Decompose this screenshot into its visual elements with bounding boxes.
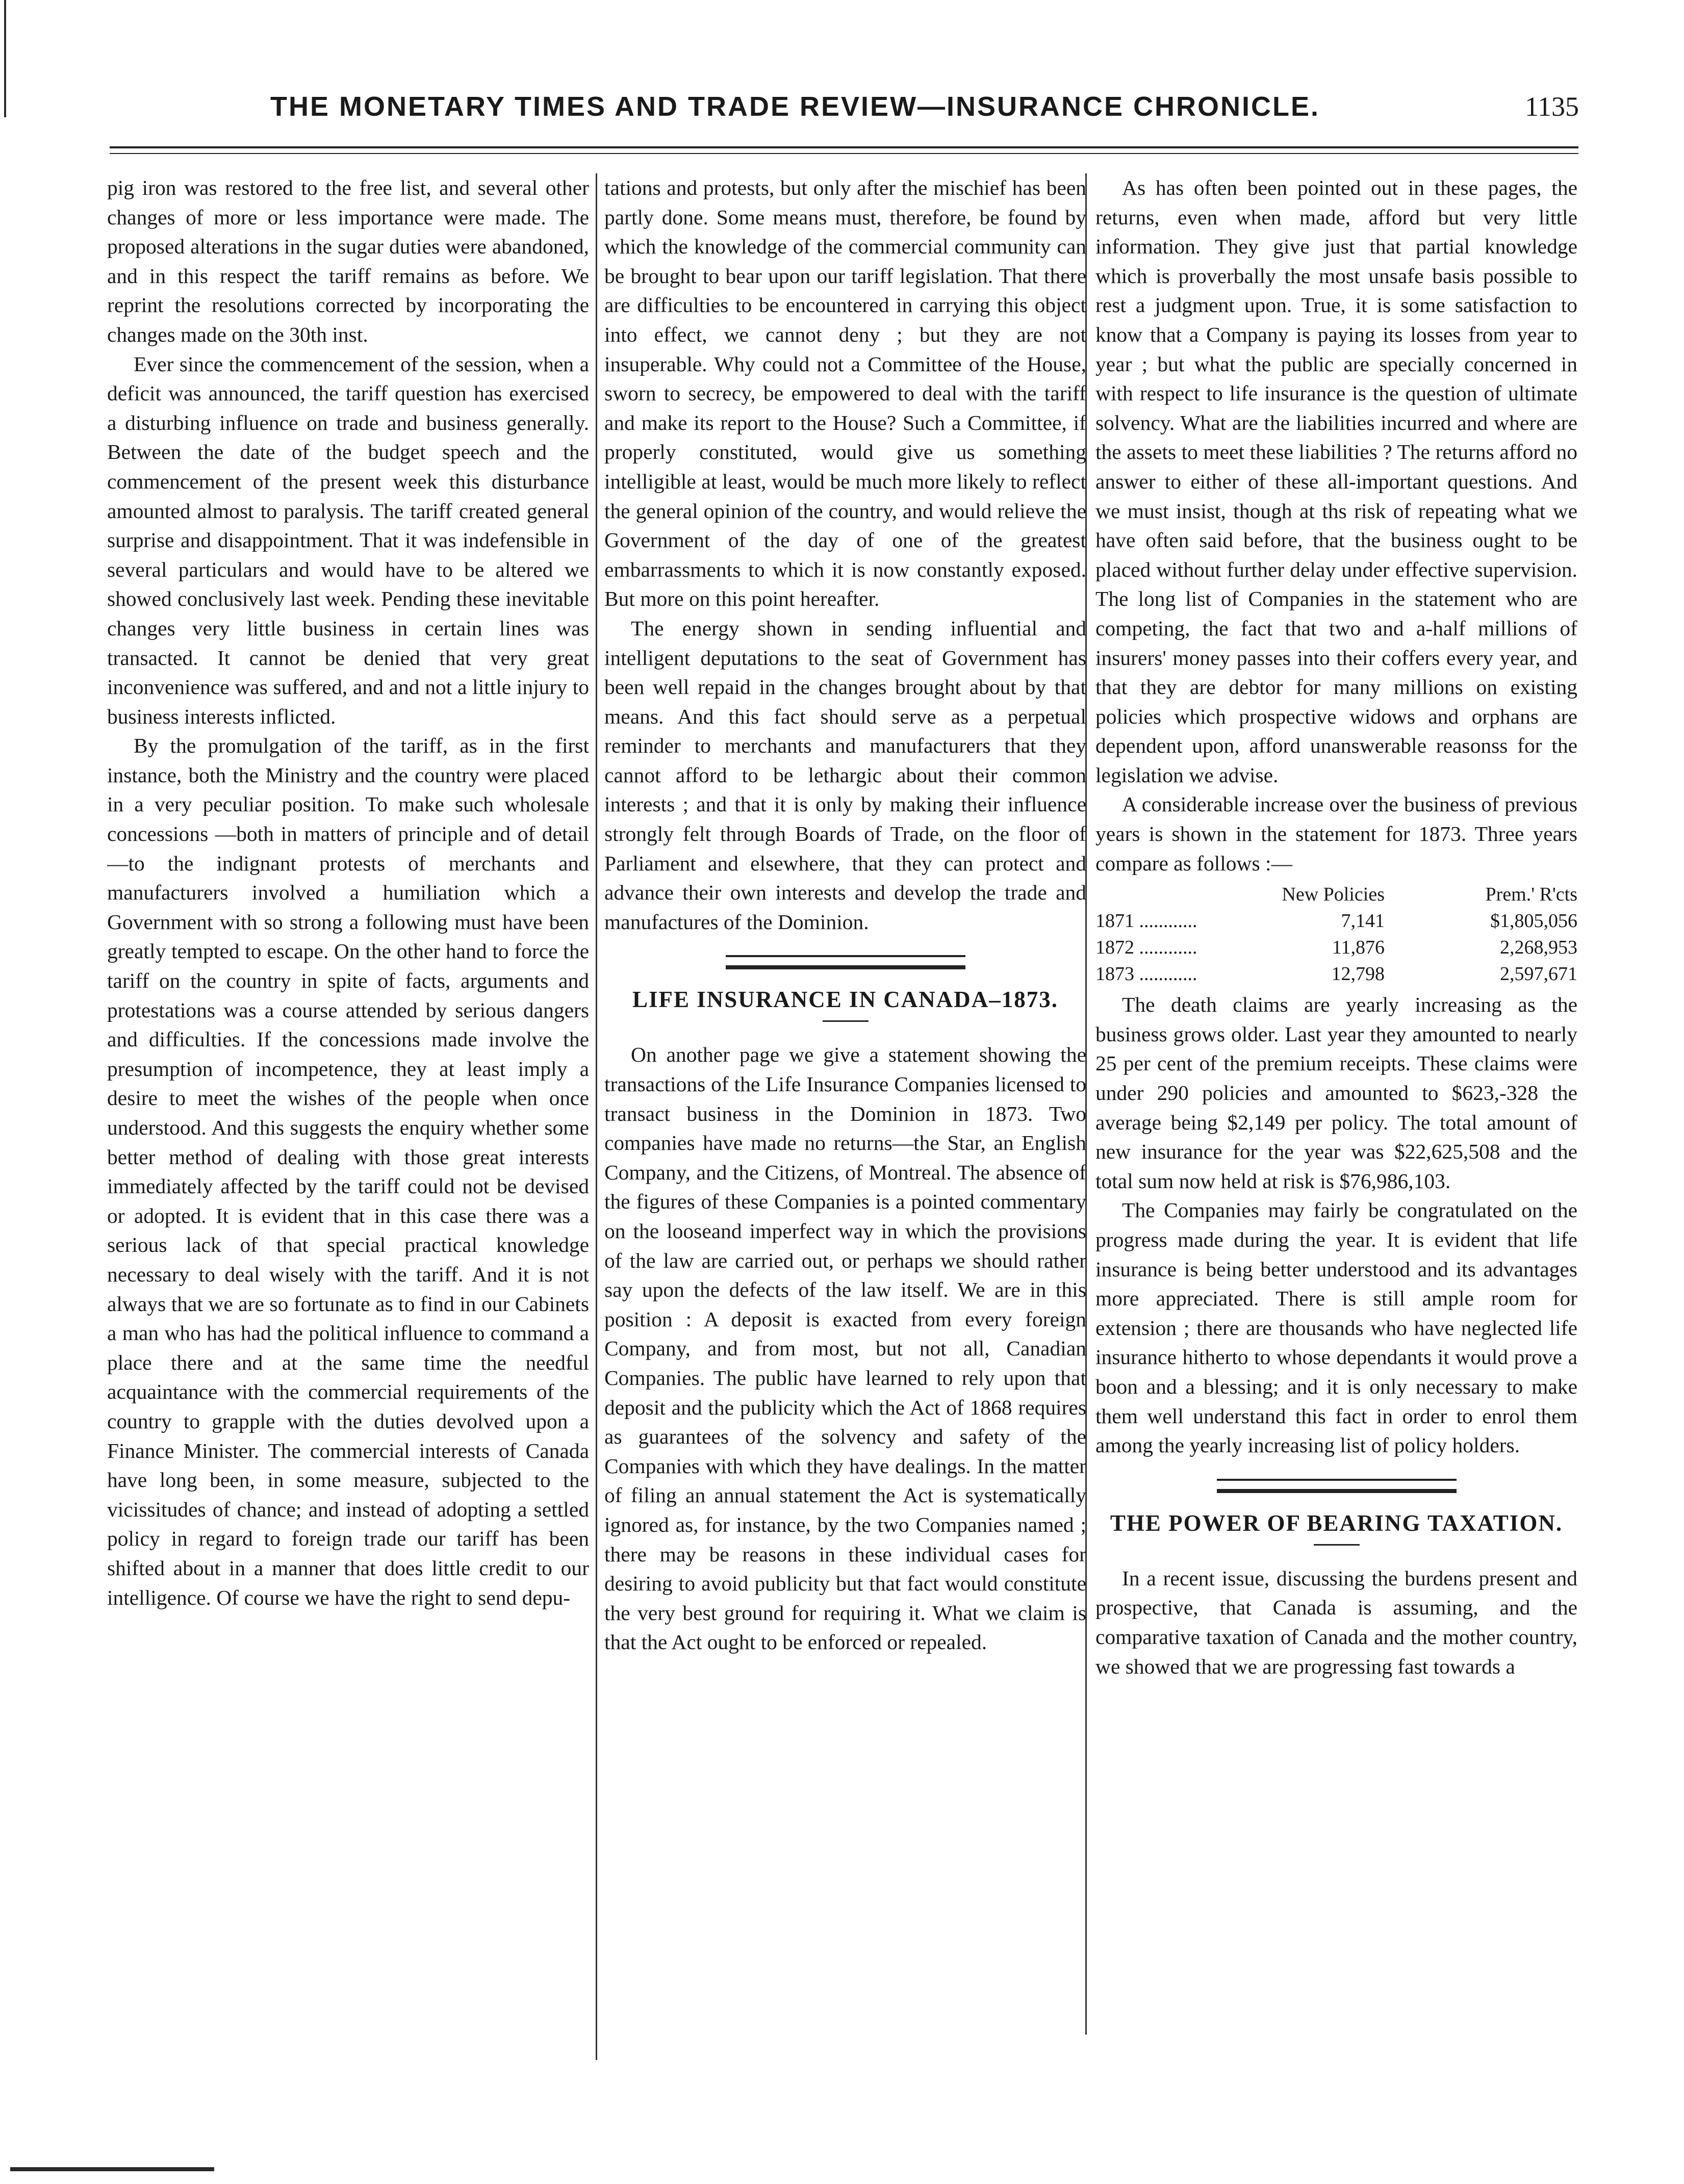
table-header: New Policies bbox=[1282, 884, 1385, 906]
table-cell: 2,268,953 bbox=[1500, 937, 1577, 959]
paragraph: As has often been pointed out in these pages, the returns, even when made, afford but very little information. They give just that partial knowledge which is proverbally the most unsafe basis possible to rest a judgment upon. True, it is some satisfaction to know that a Company is paying its losses from year to year ; but what the public are specially concerned in with respect to life insurance is the question of ultimate solvency. What are the liabilities incurred and where are the assets to meet these liabilities ? The returns afford no answer to either of these all-important questions. And we must insist, though at ths risk of repeating what we have often said before, that the business ought to be placed without further delay under effective supervision. The long list of Companies in the statement who are competing, the fact that two and a-half millions of insurers' money passes into their coffers every year, and that they are debtor for many millions on existing policies which prospective widows and orphans are dependent upon, afford unanswerable reasonss for the legislation we advise. bbox=[1095, 176, 1577, 787]
column-3 bbox=[1095, 173, 1577, 2070]
running-title: THE MONETARY TIMES AND TRADE REVIEW—INSURANCE CHRONICLE. bbox=[270, 91, 1320, 122]
table-header: Prem.' R'cts bbox=[1485, 884, 1577, 906]
table-header bbox=[1095, 881, 1279, 908]
heading-rule bbox=[1314, 1544, 1360, 1546]
table-cell: 1871 ............ bbox=[1095, 910, 1197, 932]
policies-table bbox=[1095, 881, 1577, 987]
section-divider bbox=[1217, 1479, 1457, 1493]
table-cell: 2,597,671 bbox=[1500, 963, 1577, 985]
column-2 bbox=[604, 173, 1086, 2070]
paragraph: pig iron was restored to the free list, and several other changes of more or less importance were made. The proposed alterations in the sugar duties were abandoned, and in this respect the tariff remains as before. We reprint the resolutions corrected by incorporating the changes made on the 30th inst. bbox=[107, 176, 589, 346]
header-rule bbox=[110, 146, 1578, 148]
page-number: 1135 bbox=[1525, 91, 1579, 122]
table-row bbox=[1095, 961, 1577, 987]
table-header-row bbox=[1095, 881, 1577, 908]
table-cell: 12,798 bbox=[1331, 963, 1385, 985]
column-1 bbox=[107, 173, 589, 2070]
section-heading-taxation: THE POWER OF BEARING TAXATION. bbox=[1110, 1510, 1563, 1536]
paragraph: Ever since the commencement of the session, when a deficit was announced, the tariff question has exercised a disturbing influence on trade and business generally. Between the date of the budget speech and the commencement of the present week this disturbance amounted almost to paralysis. The tariff created general surprise and disappointment. That it was indefensible in several particulars and would have to be altered we showed conclusively last week. Pending these inevitable changes very little business in certain lines was transacted. It cannot be denied that very great inconvenience was suffered, and and not a little injury to business interests inflicted. bbox=[107, 352, 589, 728]
column-divider bbox=[596, 173, 597, 2060]
paragraph: The Companies may fairly be congratulated on the progress made during the year. It is evident that life insurance is being better understood and its advantages more appreciated. There is still ample room for extension ; there are thousands who have neglected life insurance hitherto to whose dependants it would prove a boon and a blessing; and it is only necessary to make them well understand this fact in order to enrol them among the yearly increasing list of policy holders. bbox=[1095, 1198, 1577, 1457]
table-row bbox=[1095, 908, 1577, 934]
section-divider bbox=[726, 955, 965, 969]
paragraph: On another page we give a statement showing the transactions of the Life Insurance Companies licensed to transact business in the Dominion in 1873. Two companies have made no returns—the Star, an English Company, and the Citizens, of Montreal. The absence of the figures of these Companies is a pointed commentary on the looseand imperfect way in which the provisions of the law are carried out, or perhaps we should rather say upon the defects of the law itself. We are in this position : A deposit is exacted from every foreign Company, and from most, but not all, Canadian Companies. The public have learned to rely upon that deposit and the publicity which the Act of 1868 requires as guarantees of the solvency and safety of the Companies with which they have dealings. In the matter of filing an annual statement the Act is systematically ignored as, for instance, by the two Companies named ; there may be reasons in these individual cases for desiring to avoid publicity but that fact would constitute the very best ground for requiring it. What we claim is that the Act ought to be enforced or repealed. bbox=[604, 1043, 1086, 1654]
section-heading-life-insurance: LIFE INSURANCE IN CANADA–1873. bbox=[632, 987, 1059, 1013]
table-cell: 1872 ............ bbox=[1095, 937, 1197, 959]
paragraph: The death claims are yearly increasing as the business grows older. Last year they amounted to nearly 25 per cent of the premium receipts. These claims were under 290 policies and amounted to $623,-328 the average being $2,149 per policy. The total amount of new insurance for the year was $22,625,508 and the total sum now held at risk is $76,986,103. bbox=[1095, 993, 1577, 1193]
paragraph: The energy shown in sending influential and intelligent deputations to the seat of Government has been well repaid in the changes brought about by that means. And this fact should serve as a perpetual reminder to merchants and manufacturers that they cannot afford to be lethargic about their common interests ; and that it is only by making their influence strongly felt through Boards of Trade, on the floor of Parliament and elsewhere, that they can protect and advance their own interests and develop the trade and manufactures of the Dominion. bbox=[604, 616, 1086, 934]
scan-edge-mark bbox=[4, 0, 6, 117]
scan-edge-mark bbox=[10, 2167, 214, 2171]
heading-rule bbox=[823, 1020, 869, 1022]
header-rule bbox=[110, 153, 1578, 154]
table-cell: $1,805,056 bbox=[1490, 910, 1577, 932]
paragraph: By the promulgation of the tariff, as in the first instance, both the Ministry and the country were placed in a very peculiar position. To make such wholesale concessions —both in matters of principle and of detail —to the indignant protests of merchants and manufacturers involved a humiliation which a Government with so strong a following must have been greatly tempted to escape. On the other hand to force the tariff on the country in spite of facts, arguments and protestations was a course attended by serious dangers and difficulties. If the concessions made involve the presumption of incompetence, they at least imply a desire to meet the wishes of the people when once understood. And this suggests the enquiry whether some better method of dealing with those great interests immediately affected by the tariff could not be devised or adopted. It is evident that in this case there was a serious lack of that special practical knowledge necessary to deal wisely with the tariff. And it is not always that we are so fortunate as to find in our Cabinets a man who has had the political influence to command a place there and at the same time the needful acquaintance with the commercial requirements of the country to grapple with the duties devolved upon a Finance Minister. The commercial interests of Canada have long been, in some measure, subjected to the vicissitudes of chance; and instead of adopting a settled policy in regard to foreign trade our tariff has been shifted about in a manner that does little credit to our intelligence. Of course we have the right to send depu- bbox=[107, 734, 589, 1609]
paragraph: A considerable increase over the business of previous years is shown in the statement for 1873. Three years compare as follows :— bbox=[1095, 792, 1577, 875]
paragraph: tations and protests, but only after the mischief has been partly done. Some means must, therefore, be found by which the knowledge of the commercial community can be brought to bear upon our tariff legislation. That there are difficulties to be encountered in carrying this object into effect, we cannot deny ; but they are not insuperable. Why could not a Committee of the House, sworn to secrecy, be empowered to deal with the tariff and make its report to the House? Such a Committee, if properly constituted, would give us something intelligible at least, would be much more likely to reflect the general opinion of the country, and would relieve the Government of the day of one of the greatest embarrassments to which it is now constantly exposed. But more on this point hereafter. bbox=[604, 176, 1086, 611]
table-row bbox=[1095, 934, 1577, 961]
table-cell: 7,141 bbox=[1341, 910, 1385, 932]
table-cell: 1873 ............ bbox=[1095, 963, 1197, 985]
table-cell: 11,876 bbox=[1332, 937, 1385, 959]
paragraph: In a recent issue, discussing the burdens present and prospective, that Canada is assuming, and the comparative taxation of Canada and the mother country, we showed that we are progressing fast towards a bbox=[1095, 1566, 1577, 1678]
